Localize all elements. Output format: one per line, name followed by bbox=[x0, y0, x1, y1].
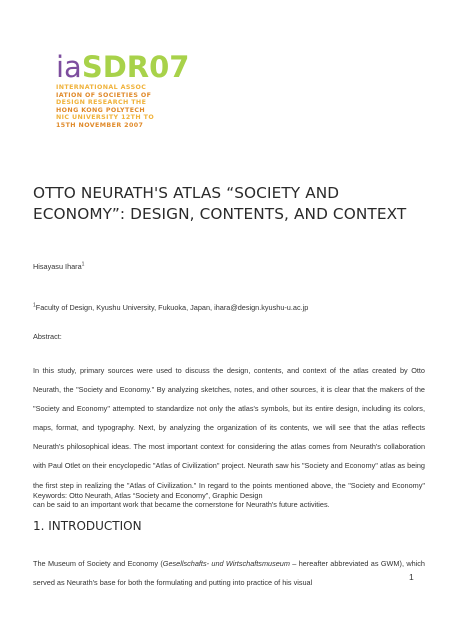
page-number: 1 bbox=[409, 572, 414, 582]
introduction-paragraph bbox=[33, 554, 425, 592]
abstract-heading: Abstract: bbox=[33, 332, 62, 341]
logo-mark-prefix: ia bbox=[56, 50, 82, 84]
author-line bbox=[33, 262, 84, 271]
logo-text bbox=[56, 84, 216, 130]
logo-line: HONG KONG POLYTECH bbox=[56, 106, 146, 114]
logo-mark-rest: SDR07 bbox=[81, 50, 190, 84]
author-name: Hisayasu Ihara bbox=[33, 262, 82, 271]
abstract-text: In this study, primary sources were used to discuss the design, contents, and context of the atlas created by Otto Neurath, the "Society and Economy." By analyzing sketches, notes, and other sources, it is clear that the makers of the "Society and Economy" attempted to standardize not only the atlas's symbols, but its entire design, including its colors, maps, format, and typography. Next, by analyzing the organization of its contents, we will see that the atlas reflects Neurath's philosophical ideas. The most important context for considering the atlas comes from Neurath's collaboration with Paul Otlet on their encyclopedic "Atlas of Civilization" project. Neurath saw his "Society and Economy" atlas as being the first step in realizing the "Atlas of Civilization." In regard to the points mentioned above, the "Society and Economy" can be said to an important work that became the cornerstone for Neurath's future activities. bbox=[33, 366, 425, 509]
logo-mark bbox=[56, 52, 216, 82]
intro-text-end: – hereafter abbreviated as GWM), which served as Neurath's base for both the formulating and putting into practice of his visual bbox=[33, 559, 425, 588]
intro-text-start: The Museum of Society and Economy ( bbox=[33, 559, 163, 568]
logo-line: IATION OF SOCIETIES OF bbox=[56, 91, 152, 99]
affiliation-line bbox=[33, 303, 308, 312]
keywords: Keywords: Otto Neurath, Atlas “Society and Economy”, Graphic Design bbox=[33, 491, 263, 500]
logo-line: 15TH NOVEMBER 2007 bbox=[56, 121, 144, 129]
author-footnote-mark: 1 bbox=[81, 261, 85, 268]
logo-line: INTERNATIONAL ASSOC bbox=[56, 84, 147, 91]
affiliation: Faculty of Design, Kyushu University, Fukuoka, Japan, ihara@design.kyushu-u.ac.jp bbox=[35, 303, 309, 312]
paper-title: OTTO NEURATH'S ATLAS “SOCIETY AND ECONOMY”: DESIGN, CONTENTS, AND CONTEXT bbox=[33, 184, 407, 223]
affiliation-footnote-mark: 1 bbox=[33, 302, 36, 309]
logo-line: DESIGN RESEARCH THE bbox=[56, 99, 147, 107]
section-heading-introduction: 1. INTRODUCTION bbox=[33, 519, 142, 533]
intro-text-italic: Gesellschafts- und Wirtschaftsmuseum bbox=[162, 559, 290, 568]
conference-logo bbox=[56, 52, 216, 130]
logo-line: NIC UNIVERSITY 12TH TO bbox=[56, 114, 155, 122]
